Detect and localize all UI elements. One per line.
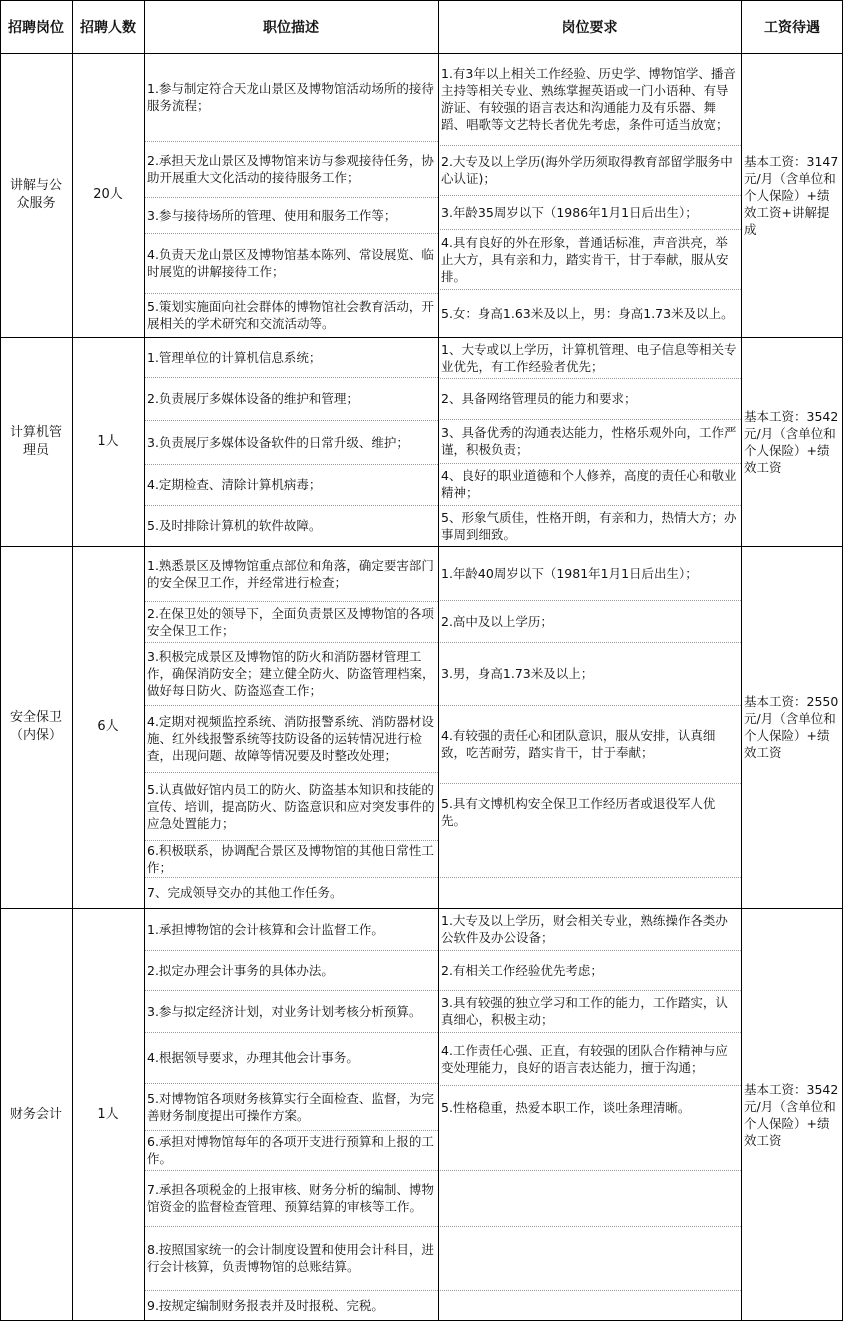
description-item: 4.根据领导要求，办理其他会计事务。 [147,1050,359,1065]
row-divider [438,145,741,146]
description-item: 5.及时排除计算机的软件故障。 [147,518,322,533]
header-count: 招聘人数 [80,19,136,36]
column-border [741,0,742,1321]
requirement-item: 4.具有良好的外在形象，普通话标准，声音洪亮，举止大方，具有亲和力，踏实肯干，甘于奉献，服从安排。 [441,234,729,284]
description-item: 1.承担博物馆的会计核算和会计监督工作。 [147,921,384,937]
salary-info: 基本工资：3542元/月（含单位和个人保险）+绩效工资 [744,1081,839,1148]
header-position: 招聘岗位 [8,19,64,36]
description-item: 6.承担对博物馆每年的各项开支进行预算和上报的工作。 [147,1134,434,1166]
requirement-item: 2.大专及以上学历(海外学历须取得教育部留学服务中心认证)； [441,154,733,186]
description-item: 1.管理单位的计算机信息系统； [147,349,322,365]
requirement-item: 1.有3年以上相关工作经验、历史学、博物馆学、播音主持等相关专业、熟练掌握英语或一门小语种、有导游证、有较强的语言表达和沟通能力及有乐器、舞蹈、唱歌等文艺特长者优先考虑，条件可适当放宽； [441,66,736,132]
row-divider [144,233,438,234]
row-divider [438,289,741,290]
row-border [0,0,843,1]
requirement-item: 5.具有文博机构安全保卫工作经历者或退役军人优先。 [441,795,716,828]
row-divider [144,772,438,773]
requirement-item: 3、具备优秀的沟通表达能力，性格乐观外向，工作严谨，积极负责； [441,425,737,457]
description-item: 4.定期对视频监控系统、消防报警系统、消防器材设施、红外线报警系统等技防设备的运转情况进行检查，出现问题、故障等情况要及时整改处理； [147,714,434,763]
description-item: 3.负责展厅多媒体设备软件的日常升级、维护； [147,434,409,450]
description-item: 2.在保卫处的领导下，全面负责景区及博物馆的各项安全保卫工作； [147,605,434,638]
description-item: 3.参与接待场所的管理、使用和服务工作等； [147,207,397,223]
position-name: 安全保卫（内保） [9,710,62,743]
row-divider [144,377,438,378]
row-divider [438,990,741,991]
requirement-item: 2.有相关工作经验优先考虑； [441,962,603,978]
row-divider [438,1032,741,1033]
row-divider [144,840,438,841]
header-salary: 工资待遇 [764,19,820,36]
description-item: 6.积极联系，协调配合景区及博物馆的其他日常性工作； [147,842,434,875]
row-divider [144,141,438,142]
row-divider [144,197,438,198]
requirement-item: 3.男，身高1.73米及以上； [441,666,594,681]
row-divider [438,195,741,196]
header-requirements: 岗位要求 [561,19,618,36]
row-border [0,53,843,54]
row-divider [438,705,741,706]
row-divider [438,229,741,230]
requirement-item: 2.高中及以上学历； [441,613,553,629]
row-divider [144,1226,438,1227]
row-divider [144,1032,438,1033]
description-item: 3.参与拟定经济计划，对业务计划考核分析预算。 [147,1003,422,1019]
row-divider [144,601,438,602]
description-item: 3.积极完成景区及博物馆的防火和消防器材管理工作，确保消防安全；建立健全防火、防盗管理档案，做好每日防火、防盗巡查工作； [147,649,435,698]
row-border [0,546,843,547]
requirement-item: 4.有较强的责任心和团队意识，服从安排，认真细致，吃苦耐劳，踏实肯干，甘于奉献； [441,728,716,760]
row-divider [144,1083,438,1084]
row-divider [438,1226,741,1227]
header-description: 职位描述 [263,19,319,36]
position-name: 计算机管理员 [9,424,62,458]
description-item: 4.负责天龙山景区及博物馆基本陈列、常设展览、临时展览的讲解接待工作； [147,247,434,279]
column-border [438,0,439,1321]
row-divider [438,378,741,379]
row-divider [144,293,438,294]
row-border [0,908,843,909]
hiring-count: 20人 [93,187,123,202]
row-divider [144,990,438,991]
row-divider [144,1170,438,1171]
requirement-item: 3.具有较强的独立学习和工作的能力，工作踏实，认真细心，积极主动； [441,995,728,1027]
requirement-item: 1.大专及以上学历，财会相关专业，熟练操作各类办公软件及办公设备； [441,913,728,945]
requirement-item: 1、大专或以上学历，计算机管理、电子信息等相关专业优先，有工作经验者优先； [441,341,737,374]
description-item: 5.认真做好馆内员工的防火、防盗基本知识和技能的宣传、培训，提高防火、防盗意识和应对突发事件的应急处置能力； [147,781,435,831]
description-item: 1.熟悉景区及博物馆重点部位和角落，确定要害部门的安全保卫工作，并经常进行检查； [147,557,434,590]
description-item: 7、完成领导交办的其他工作任务。 [147,885,343,900]
requirement-item: 5.性格稳重，热爱本职工作，谈吐条理清晰。 [441,1100,691,1115]
row-divider [438,1290,741,1291]
requirement-item: 5.女：身高1.63米及以上，男：身高1.73米及以上。 [441,305,734,321]
row-divider [144,705,438,706]
salary-info: 基本工资：3542元/月（含单位和个人保险）+绩效工资 [744,408,839,475]
row-divider [144,420,438,421]
row-divider [144,505,438,506]
row-divider [438,419,741,420]
row-divider [438,463,741,464]
hiring-count: 1人 [97,1106,119,1122]
requirement-item: 4、良好的职业道德和个人修养，高度的责任心和敬业精神； [441,468,737,500]
row-divider [144,642,438,643]
hiring-count: 6人 [97,719,119,734]
description-item: 5.对博物馆各项财务核算实行全面检查、监督，为完善财务制度提出可操作方案。 [147,1090,434,1123]
requirement-item: 4.工作责任心强、正直，有较强的团队合作精神与应变处理能力，良好的语言表达能力，擅于沟通； [441,1042,728,1075]
row-divider [438,950,741,951]
description-item: 5.策划实施面向社会群体的博物馆社会教育活动，开展相关的学术研究和交流活动等。 [147,299,434,331]
hiring-count: 1人 [97,433,119,449]
row-divider [144,877,438,878]
column-border [0,0,1,1321]
row-divider [438,783,741,784]
row-divider [144,950,438,951]
description-item: 9.按规定编制财务报表并及时报税、完税。 [147,1298,384,1313]
requirement-item: 5、形象气质佳，性格开朗，有亲和力，热情大方；办事周到细致。 [441,509,737,542]
description-item: 8.按照国家统一的会计制度设置和使用会计科目，进行会计核算，负责博物馆的总账结算。 [147,1242,434,1274]
salary-info: 基本工资：2550元/月（含单位和个人保险）+绩效工资 [744,694,839,760]
row-divider [438,877,741,878]
description-item: 2.负责展厅多媒体设备的维护和管理； [147,391,359,406]
row-divider [144,464,438,465]
row-divider [438,505,741,506]
position-name: 讲解与公众服务 [9,178,62,211]
description-item: 2.拟定办理会计事务的具体办法。 [147,962,334,978]
salary-info: 基本工资：3147元/月（含单位和个人保险）+绩效工资+讲解提成 [744,153,839,237]
row-divider [438,1085,741,1086]
row-divider [144,1130,438,1131]
description-item: 4.定期检查、清除计算机病毒； [147,477,322,492]
requirement-item: 1.年龄40周岁以下（1981年1月1日后出生）； [441,565,698,581]
requirement-item: 2、具备网络管理员的能力和要求； [441,391,637,406]
requirement-item: 3.年龄35周岁以下（1986年1月1日后出生）； [441,204,698,220]
row-divider [438,600,741,601]
description-item: 1.参与制定符合天龙山景区及博物馆活动场所的接待服务流程； [147,81,434,113]
row-border [0,337,843,338]
row-divider [438,1170,741,1171]
description-item: 2.承担天龙山景区及博物馆来访与参观接待任务，协助开展重大文化活动的接待服务工作； [147,153,434,185]
column-border [72,0,73,1321]
description-item: 7.承担各项税金的上报审核、财务分析的编制、博物馆资金的监督检查管理、预算结算的审核等工作。 [147,1182,434,1214]
row-divider [438,642,741,643]
column-border [144,0,145,1321]
row-divider [144,1290,438,1291]
position-name: 财务会计 [9,1106,62,1122]
